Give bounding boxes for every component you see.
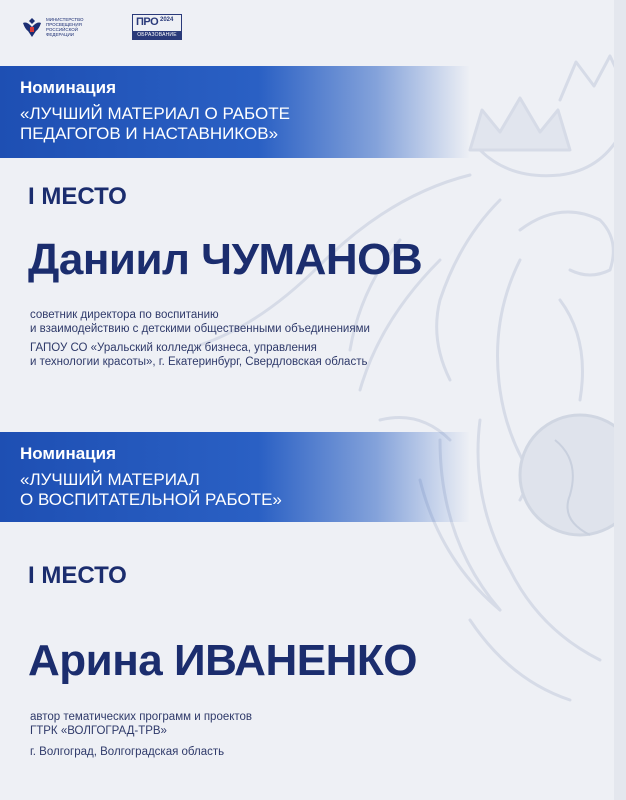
pro-logo-year: 2024 [160,17,174,23]
winner-organization [30,341,367,369]
nomination-banner-2 [0,432,470,522]
winner-name: Арина ИВАНЕНКО [28,636,417,685]
winner-position [30,710,252,738]
right-edge-strip [614,0,626,800]
nomination-label: Номинация [20,444,117,463]
position-line: и взаимодействию с детскими общественными объединениями [30,323,370,335]
ministry-name [46,17,98,37]
pro-logo-subtitle: ОБРАЗОВАНИЕ [133,31,181,39]
organization-line: и технологии красоты», г. Екатеринбург, Свердловская область [30,356,368,368]
nomination-title-line: «ЛУЧШИЙ МАТЕРИАЛ [20,470,200,489]
winner-position [30,308,370,336]
place-label: I МЕСТО [28,183,127,210]
ministry-logo [22,15,98,39]
winner-organization [30,745,224,759]
place-label: I МЕСТО [28,562,127,589]
ministry-line: РОССИЙСКОЙ [46,27,78,32]
ministry-line: ПРОСВЕЩЕНИЯ [46,22,82,27]
ministry-eagle-icon [22,15,42,39]
position-line: советник директора по воспитанию [30,309,219,321]
ministry-line: МИНИСТЕРСТВО [46,17,84,22]
nomination-title-line: ПЕДАГОГОВ И НАСТАВНИКОВ» [20,124,279,143]
position-line: ГТРК «ВОЛГОГРАД-ТРВ» [30,725,167,737]
position-line: автор тематических программ и проектов [30,711,253,723]
pro-education-logo [132,14,182,40]
winner-name: Даниил ЧУМАНОВ [28,235,423,284]
organization-line: г. Волгоград, Волгоградская область [30,746,225,758]
logos-header [22,12,182,42]
organization-line: ГАПОУ СО «Уральский колледж бизнеса, управления [30,342,317,354]
nomination-title-line: «ЛУЧШИЙ МАТЕРИАЛ О РАБОТЕ [20,104,290,123]
ministry-line: ФЕДЕРАЦИИ [46,32,74,37]
nomination-label: Номинация [20,78,117,97]
pro-logo-word: ПРО [136,16,159,28]
nomination-banner-1 [0,66,470,158]
nomination-title-line: О ВОСПИТАТЕЛЬНОЙ РАБОТЕ» [20,490,282,509]
